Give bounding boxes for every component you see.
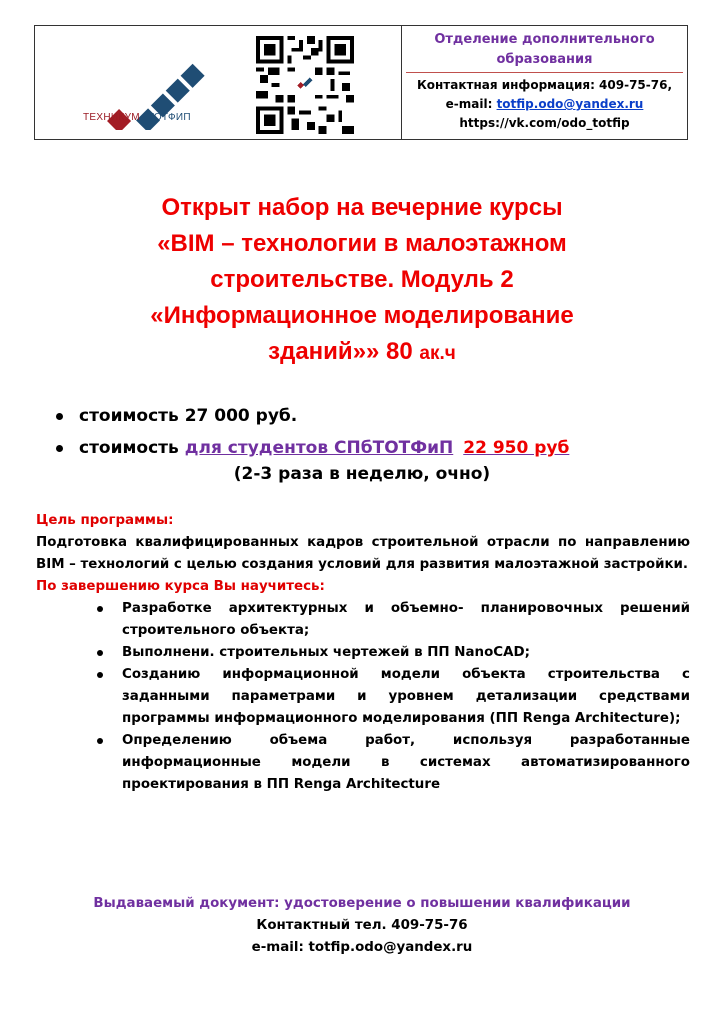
list-item: Созданию информационной модели объекта строительства с заданными параметрами и уровнем детализации средствами программы информационного моделирования (ПП Renga Architecture); — [122, 664, 690, 730]
list-item: Определению объема работ, используя разработанные информационные модели в системах автоматизированного проектирования в ПП Renga Architecture — [122, 730, 690, 796]
contact-info: Контактная информация: 409-75-76, e-mail: totfip.odo@yandex.ru https://vk.com/odo_totfip — [402, 76, 687, 133]
list-item: Разработке архитектурных и объемно- планировочных решений строительного объекта; — [122, 598, 690, 642]
bullet-icon — [97, 650, 103, 656]
contact-email[interactable]: e-mail: totfip.odo@yandex.ru — [251, 940, 473, 955]
page-title: Открыт набор на вечерние курсы «BIM – технологии в малоэтажном строительстве. Модуль 2 «Информационное моделирование зданий»» 80 ак.ч — [150, 194, 574, 365]
price-item-regular: стоимость 27 000 руб. — [54, 400, 674, 432]
vk-link[interactable]: https://vk.com/odo_totfip — [459, 116, 630, 130]
bullet-icon — [97, 606, 103, 612]
divider — [406, 72, 683, 73]
price-item-students: стоимость для студентов СПбТОТФиП 22 950 руб — [54, 432, 674, 464]
contact-phone: Контактный тел. 409-75-76 — [256, 918, 468, 933]
bullet-icon — [56, 445, 63, 452]
goal-text: Подготовка квалифицированных кадров строительной отрасли по направлению BIM – технологий с целью создания условий для развития малоэтажной застройки. — [36, 535, 690, 572]
footer — [0, 893, 724, 959]
email-link[interactable]: totfip.odo@yandex.ru — [496, 97, 644, 111]
bullet-icon — [97, 738, 103, 744]
department-name: Отделение дополнительного образования — [434, 32, 655, 67]
skills-list — [36, 598, 690, 796]
header-contact-block — [402, 26, 687, 139]
logo-text: ТЕХНИКУМ ТОТФИП — [83, 112, 191, 123]
schedule: (2-3 раза в неделю, очно) — [233, 464, 491, 484]
goal-heading: Цель программы: — [36, 513, 174, 528]
list-item: Выполнени. строительных чертежей в ПП NanoCAD; — [122, 642, 690, 664]
program-description — [36, 510, 690, 796]
bullet-icon — [56, 413, 63, 420]
skills-heading: По завершению курса Вы научитесь: — [36, 579, 325, 594]
issued-document: Выдаваемый документ: удостоверение о повышении квалификации — [93, 896, 631, 911]
bullet-icon — [97, 672, 103, 678]
qr-code-icon[interactable] — [256, 36, 354, 134]
header-logos — [35, 26, 402, 139]
price-list — [54, 400, 674, 464]
header-box — [34, 25, 688, 140]
